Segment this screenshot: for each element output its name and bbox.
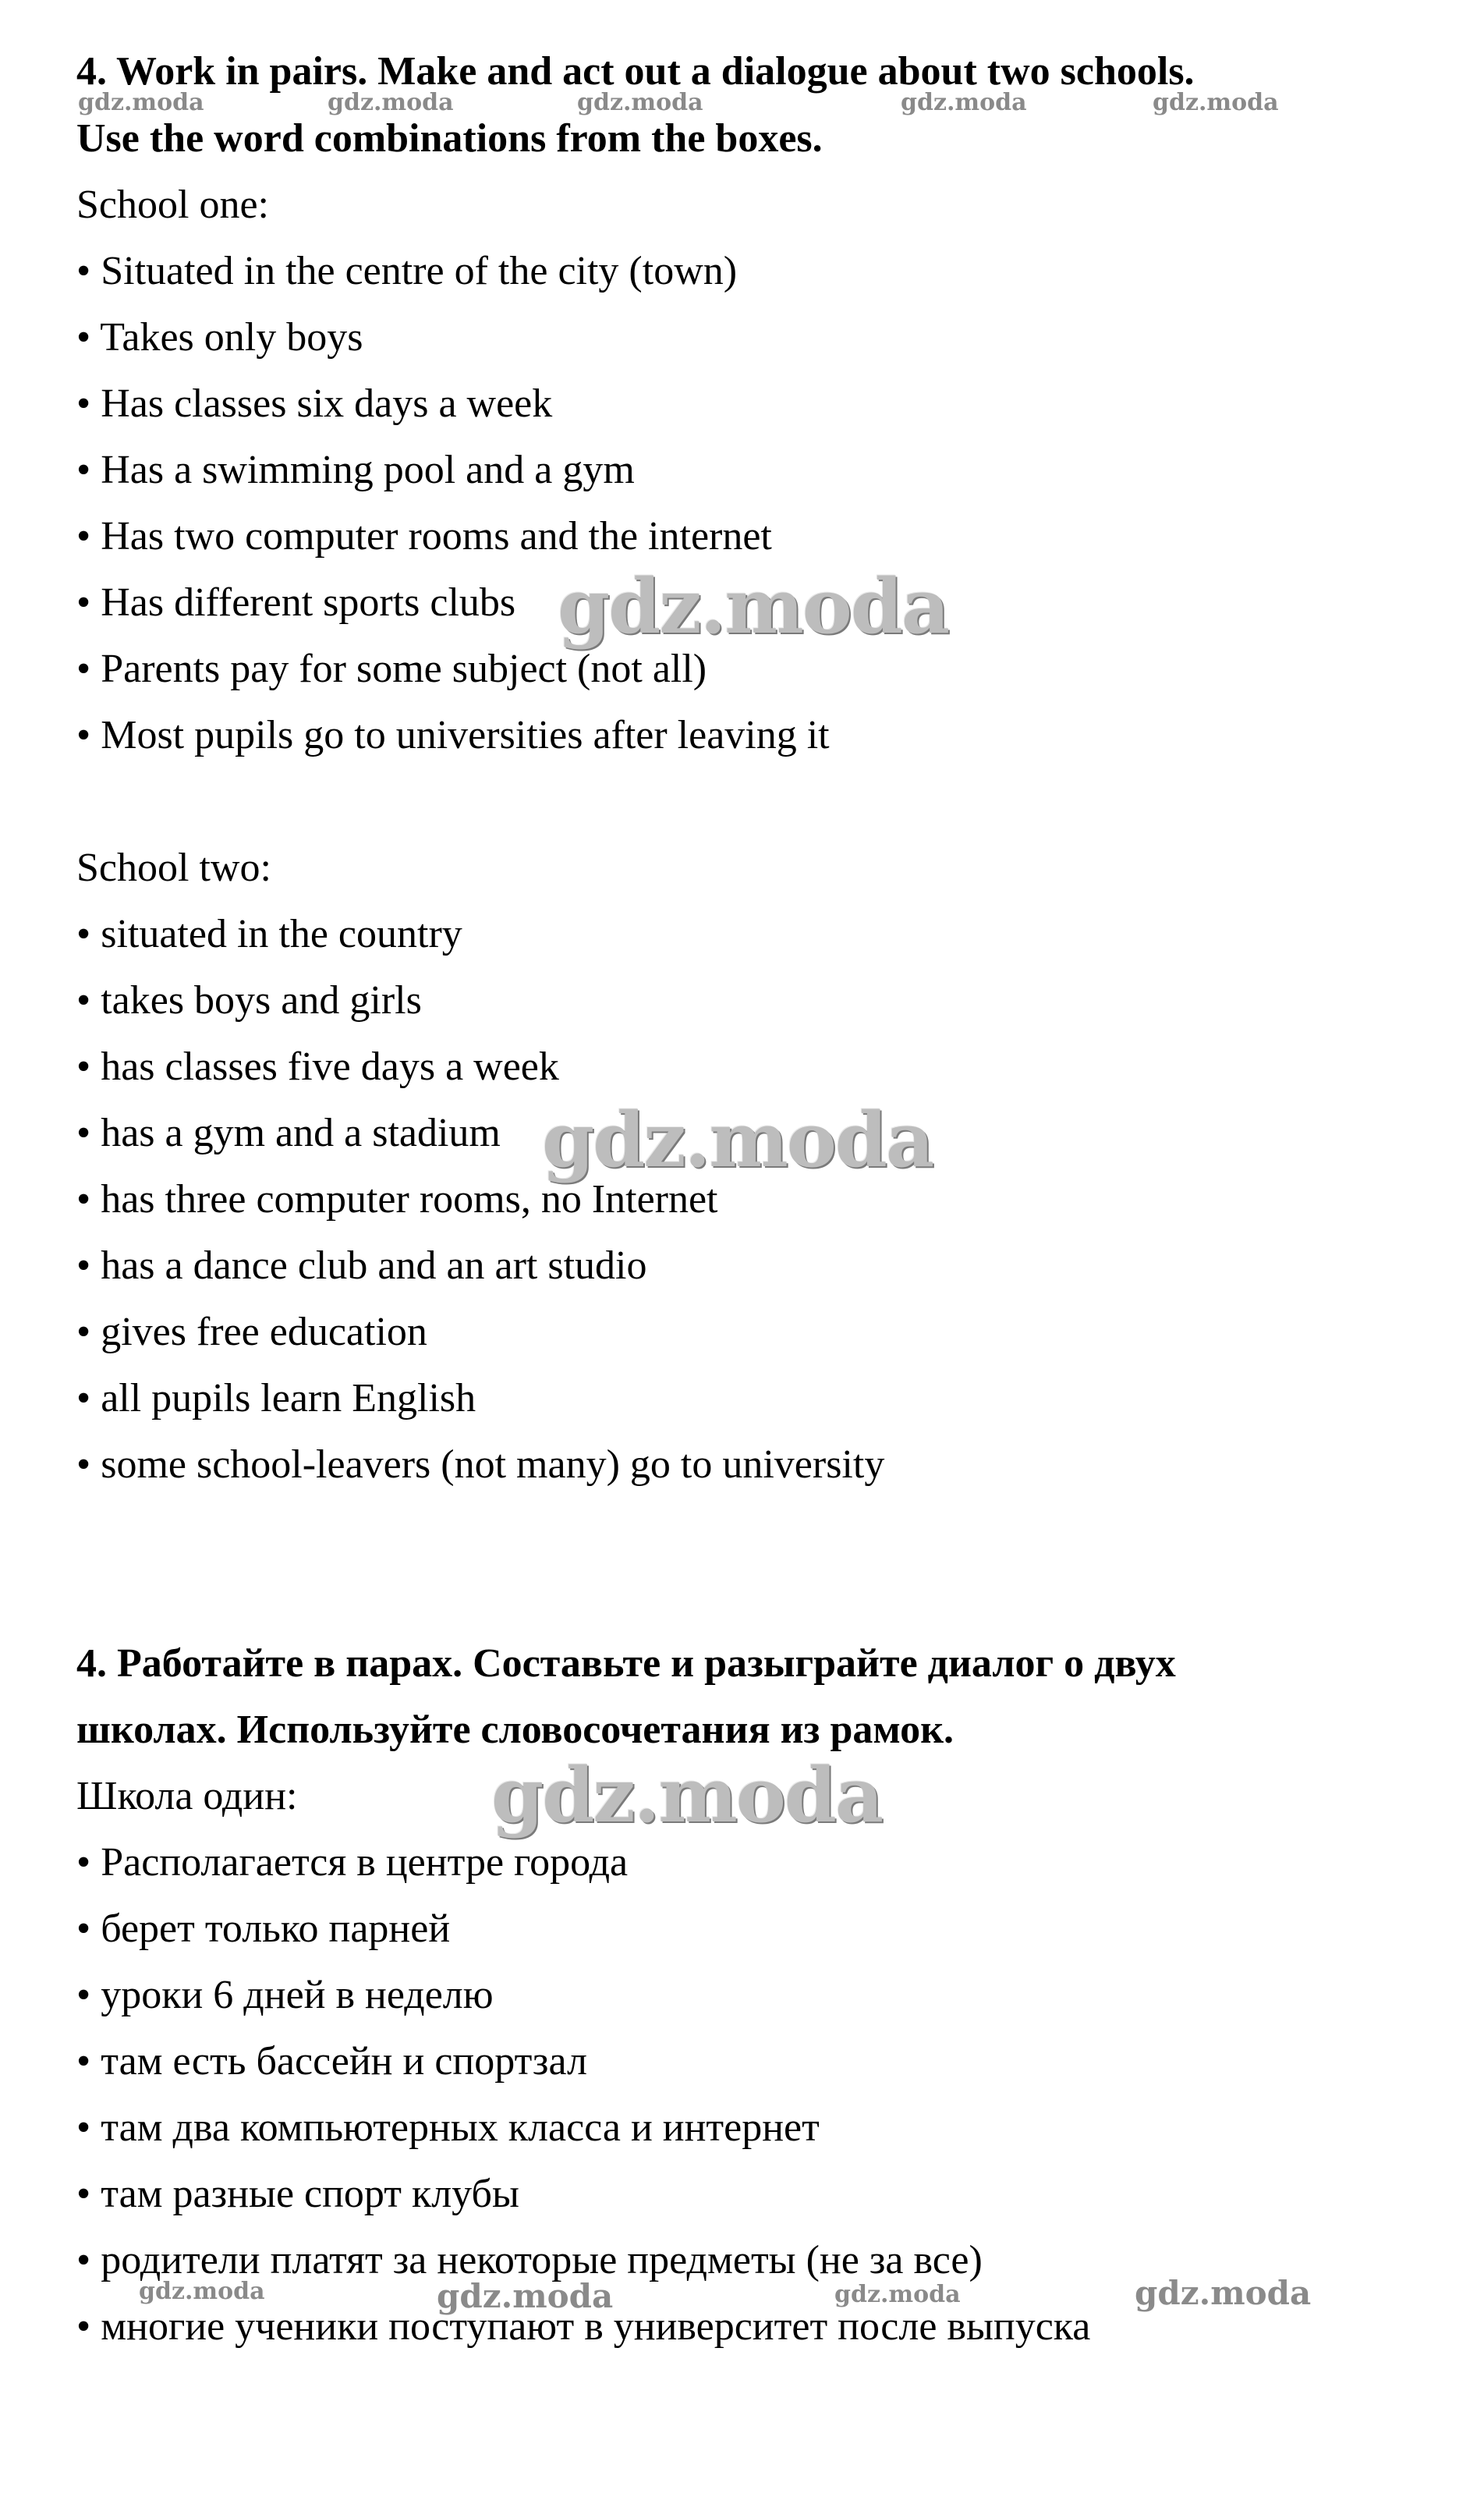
watermark-small: gdz.moda (577, 89, 703, 116)
school-two-item: • all pupils learn English (76, 1376, 476, 1420)
school-one-item: • Situated in the centre of the city (town) (76, 249, 738, 293)
watermark-large: gdz.moda (558, 562, 949, 651)
watermark-small: gdz.moda (1153, 89, 1279, 116)
school-two-item: • has a gym and a stadium (76, 1111, 501, 1155)
school-two-item: • has classes five days a week (76, 1045, 559, 1089)
watermark-small: gdz.moda (901, 89, 1027, 116)
russian-heading-line-2: школах. Используйте словосочетания из рамок. (76, 1708, 955, 1752)
english-heading-line-2: Use the word combinations from the boxes. (76, 116, 823, 161)
school-one-item: • Has a swimming pool and a gym (76, 448, 635, 492)
school-one-item: • Most pupils go to universities after leaving it (76, 713, 830, 757)
school-one-item: • Has classes six days a week (76, 381, 553, 426)
russian-school-one-item: • родители платят за некоторые предметы (не за все) (76, 2238, 983, 2282)
watermark-small: gdz.moda (139, 2278, 265, 2305)
russian-heading-line-1: 4. Работайте в парах. Составьте и разыграйте диалог о двух (76, 1641, 1176, 1686)
watermark-large: gdz.moda (542, 1096, 933, 1184)
watermark-small: gdz.moda (328, 89, 454, 116)
russian-school-one-label: Школа один: (76, 1774, 298, 1818)
school-two-item: • has three computer rooms, no Internet (76, 1177, 718, 1222)
russian-school-one-item: • там разные спорт клубы (76, 2172, 519, 2216)
english-heading-line-1: 4. Work in pairs. Make and act out a dialogue about two schools. (76, 49, 1195, 94)
school-one-item: • Has different sports clubs (76, 580, 516, 625)
school-one-item: • Parents pay for some subject (not all) (76, 647, 707, 691)
school-one-item: • Takes only boys (76, 315, 363, 360)
watermark-small: gdz.moda (437, 2277, 614, 2315)
russian-school-one-item: • там два компьютерных класса и интернет (76, 2105, 820, 2150)
russian-school-one-item: • там есть бассейн и спортзал (76, 2039, 587, 2084)
school-two-item: • some school-leavers (not many) go to university (76, 1442, 885, 1487)
watermark-large: gdz.moda (491, 1751, 883, 1839)
school-one-item: • Has two computer rooms and the internet (76, 514, 772, 559)
school-two-item: • situated in the country (76, 912, 462, 956)
school-one-label: School one: (76, 183, 269, 227)
school-two-item: • takes boys and girls (76, 978, 422, 1023)
russian-school-one-item: • Располагается в центре города (76, 1840, 629, 1885)
school-two-item: • gives free education (76, 1310, 427, 1354)
russian-school-one-item: • уроки 6 дней в неделю (76, 1973, 494, 2017)
watermark-small: gdz.moda (834, 2281, 961, 2308)
watermark-small: gdz.moda (78, 89, 204, 116)
russian-school-one-item: • многие ученики поступают в университет после выпуска (76, 2304, 1091, 2349)
school-two-label: School two: (76, 846, 271, 890)
school-two-item: • has a dance club and an art studio (76, 1243, 647, 1288)
watermark-small: gdz.moda (1135, 2274, 1312, 2312)
russian-school-one-item: • берет только парней (76, 1906, 451, 1951)
